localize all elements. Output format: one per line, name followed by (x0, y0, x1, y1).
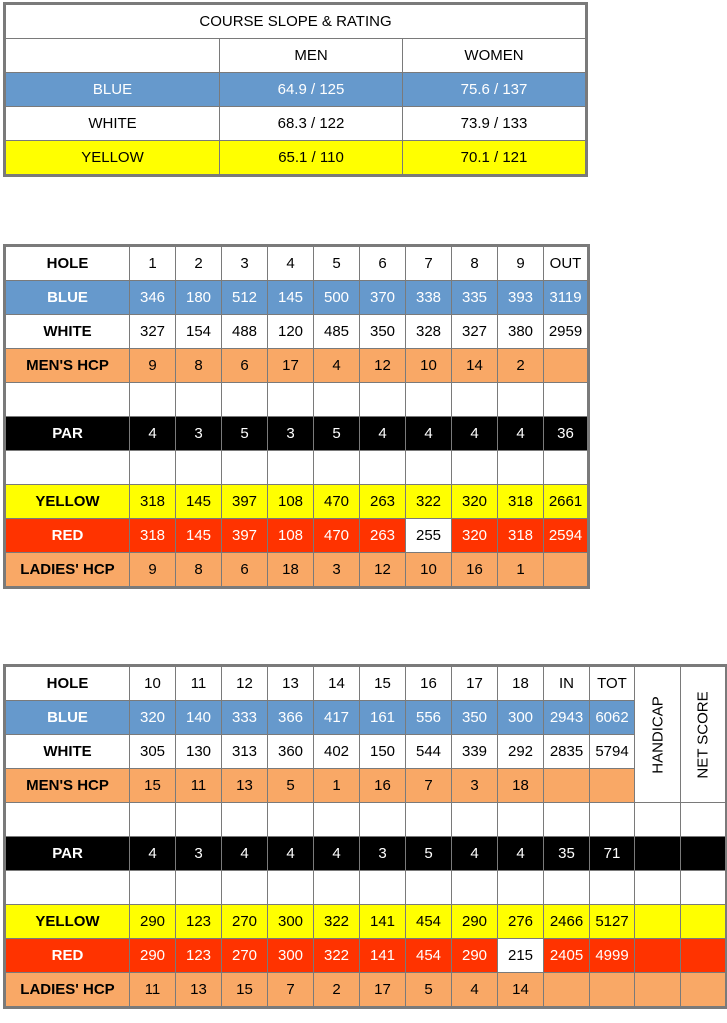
cell: 3 (268, 417, 314, 451)
cell: 3 (176, 837, 222, 871)
cell: 4 (222, 837, 268, 871)
blank-cell (176, 803, 222, 837)
cell: 10 (406, 349, 452, 383)
front-row-blank (5, 451, 589, 485)
cell: 11 (130, 973, 176, 1008)
cell (544, 349, 589, 383)
cell: 12 (360, 553, 406, 588)
cell: 318 (498, 519, 544, 553)
blank-cell (360, 871, 406, 905)
blank-cell (360, 451, 406, 485)
cell: 5794 (590, 735, 635, 769)
cell: 300 (268, 905, 314, 939)
cell: 270 (222, 939, 268, 973)
cell: 2 (176, 246, 222, 281)
cell: 10 (406, 553, 452, 588)
front-row-hole (5, 246, 589, 281)
cell: 318 (130, 485, 176, 519)
cell: 6 (360, 246, 406, 281)
cell: 397 (222, 519, 268, 553)
blank-cell (5, 451, 130, 485)
cell: 1 (498, 553, 544, 588)
slope-header-men: MEN (220, 39, 403, 73)
blank-cell (5, 871, 130, 905)
slope-row-white (5, 107, 587, 141)
cell: 290 (130, 939, 176, 973)
cell: 4 (130, 417, 176, 451)
cell: 6 (222, 349, 268, 383)
net-score-label: NET SCORE (694, 690, 712, 779)
cell: 322 (314, 939, 360, 973)
cell: 276 (498, 905, 544, 939)
cell: 108 (268, 519, 314, 553)
cell: 8 (176, 553, 222, 588)
slope-title: COURSE SLOPE & RATING (5, 4, 587, 39)
cell: 290 (130, 905, 176, 939)
cell: 318 (498, 485, 544, 519)
cell: 2405 (544, 939, 590, 973)
cell: 313 (222, 735, 268, 769)
cell: 17 (360, 973, 406, 1008)
cell: 2959 (544, 315, 589, 349)
cell: 488 (222, 315, 268, 349)
row-label: WHITE (5, 315, 130, 349)
blank-cell (452, 383, 498, 417)
cell: 4 (130, 837, 176, 871)
cell: 4 (268, 837, 314, 871)
cell: 393 (498, 281, 544, 315)
cell: 470 (314, 485, 360, 519)
cell: 290 (452, 905, 498, 939)
row-label: MEN'S HCP (5, 769, 130, 803)
cell: 3 (452, 769, 498, 803)
cell: 7 (268, 973, 314, 1008)
slope-row-blue (5, 73, 587, 107)
cell: 141 (360, 905, 406, 939)
cell: 11 (176, 769, 222, 803)
blank-cell (452, 451, 498, 485)
cell: 2943 (544, 701, 590, 735)
blank-cell (635, 803, 681, 837)
cell: 130 (176, 735, 222, 769)
cell: 12 (360, 349, 406, 383)
cell: 7 (406, 769, 452, 803)
cell: 366 (268, 701, 314, 735)
cell: 16 (452, 553, 498, 588)
front-row-ladies-hcp (5, 553, 589, 588)
blank-cell (498, 871, 544, 905)
cell: 2 (314, 973, 360, 1008)
cell: 322 (406, 485, 452, 519)
cell: 17 (268, 349, 314, 383)
cell: 141 (360, 939, 406, 973)
slope-women: 73.9 / 133 (403, 107, 587, 141)
blank-cell (222, 451, 268, 485)
cell: 2594 (544, 519, 589, 553)
cell: 360 (268, 735, 314, 769)
cell: 9 (130, 553, 176, 588)
blank-cell (544, 871, 590, 905)
blank-cell (176, 871, 222, 905)
blank-cell (360, 383, 406, 417)
handicap-cell[interactable] (635, 837, 681, 871)
cell: 4 (406, 417, 452, 451)
cell: 36 (544, 417, 589, 451)
cell: 15 (130, 769, 176, 803)
back-row-ladies-hcp (5, 973, 727, 1008)
cell: 17 (452, 666, 498, 701)
blank-cell (406, 383, 452, 417)
back-row-blue (5, 701, 727, 735)
row-label: BLUE (5, 281, 130, 315)
blank-cell (498, 451, 544, 485)
front-row-mens-hcp (5, 349, 589, 383)
cell: 402 (314, 735, 360, 769)
front-row-white (5, 315, 589, 349)
row-label: YELLOW (5, 485, 130, 519)
cell: 9 (130, 349, 176, 383)
cell: 8 (452, 246, 498, 281)
slope-rating-table (3, 2, 588, 177)
slope-men: 64.9 / 125 (220, 73, 403, 107)
slope-header-women: WOMEN (403, 39, 587, 73)
blank-cell (681, 871, 727, 905)
cell: 5 (222, 417, 268, 451)
blank-cell (590, 871, 635, 905)
cell: 15 (222, 973, 268, 1008)
cell: 14 (314, 666, 360, 701)
blank-cell (268, 803, 314, 837)
blank-cell (130, 383, 176, 417)
cell: 1 (314, 769, 360, 803)
cell (544, 769, 590, 803)
cell: 5 (314, 246, 360, 281)
blank-cell (222, 803, 268, 837)
cell: 13 (222, 769, 268, 803)
front-row-blank (5, 383, 589, 417)
row-label: LADIES' HCP (5, 553, 130, 588)
cell: 454 (406, 905, 452, 939)
cell: 5 (268, 769, 314, 803)
row-label: HOLE (5, 666, 130, 701)
blank-cell (635, 871, 681, 905)
front-row-par (5, 417, 589, 451)
cell: 35 (544, 837, 590, 871)
cell: 150 (360, 735, 406, 769)
cell: 12 (222, 666, 268, 701)
row-label: LADIES' HCP (5, 973, 130, 1008)
cell: 305 (130, 735, 176, 769)
cell: 6062 (590, 701, 635, 735)
cell: 9 (498, 246, 544, 281)
cell: 556 (406, 701, 452, 735)
cell: 4 (360, 417, 406, 451)
blank-cell (360, 803, 406, 837)
cell: 5127 (590, 905, 635, 939)
row-label: PAR (5, 837, 130, 871)
row-label: PAR (5, 417, 130, 451)
cell: 327 (130, 315, 176, 349)
back-row-blank (5, 871, 727, 905)
cell: 1 (130, 246, 176, 281)
blank-cell (268, 871, 314, 905)
cell: 500 (314, 281, 360, 315)
cell: 346 (130, 281, 176, 315)
row-label: RED (5, 939, 130, 973)
cell: OUT (544, 246, 589, 281)
cell: 380 (498, 315, 544, 349)
handicap-label: HANDICAP (649, 695, 666, 774)
cell: 320 (452, 519, 498, 553)
cell: 140 (176, 701, 222, 735)
row-label: BLUE (5, 701, 130, 735)
cell: 3 (360, 837, 406, 871)
cell: 13 (176, 973, 222, 1008)
back-nine-scorecard (3, 664, 727, 1009)
blank-cell (406, 871, 452, 905)
cell: 3 (176, 417, 222, 451)
back-row-blank (5, 803, 727, 837)
cell: 292 (498, 735, 544, 769)
cell: 322 (314, 905, 360, 939)
cell: 4 (452, 837, 498, 871)
slope-tee: YELLOW (5, 141, 220, 176)
net-score-cell[interactable] (681, 939, 727, 973)
cell: 328 (406, 315, 452, 349)
row-label: YELLOW (5, 905, 130, 939)
blank-cell (176, 451, 222, 485)
cell: 6 (222, 553, 268, 588)
front-nine-scorecard (3, 244, 590, 589)
cell: 14 (498, 973, 544, 1008)
blank-cell (314, 383, 360, 417)
cell: 108 (268, 485, 314, 519)
slope-women: 70.1 / 121 (403, 141, 587, 176)
cell: 270 (222, 905, 268, 939)
cell: 4 (314, 349, 360, 383)
row-label: RED (5, 519, 130, 553)
cell: 320 (452, 485, 498, 519)
row-label: HOLE (5, 246, 130, 281)
cell: 5 (314, 417, 360, 451)
cell: 2 (498, 349, 544, 383)
cell: 145 (176, 485, 222, 519)
cell: IN (544, 666, 590, 701)
back-row-yellow (5, 905, 727, 939)
cell: 327 (452, 315, 498, 349)
cell: 335 (452, 281, 498, 315)
cell: 3 (222, 246, 268, 281)
cell: TOT (590, 666, 635, 701)
cell: 145 (268, 281, 314, 315)
cell: 4999 (590, 939, 635, 973)
front-row-red (5, 519, 589, 553)
cell: 10 (130, 666, 176, 701)
cell: 14 (452, 349, 498, 383)
cell: 318 (130, 519, 176, 553)
blank-cell (314, 871, 360, 905)
cell: 512 (222, 281, 268, 315)
net-score-header (681, 666, 727, 803)
cell: 339 (452, 735, 498, 769)
cell (544, 973, 590, 1008)
blank-cell (222, 871, 268, 905)
cell: 5 (406, 973, 452, 1008)
cell: 15 (360, 666, 406, 701)
cell: 18 (498, 769, 544, 803)
cell: 290 (452, 939, 498, 973)
cell (590, 973, 635, 1008)
slope-tee: BLUE (5, 73, 220, 107)
blank-cell (452, 871, 498, 905)
cell: 18 (498, 666, 544, 701)
cell: 255 (406, 519, 452, 553)
slope-men: 68.3 / 122 (220, 107, 403, 141)
cell: 2466 (544, 905, 590, 939)
cell: 123 (176, 905, 222, 939)
net-score-cell[interactable] (681, 837, 727, 871)
blank-cell (544, 383, 589, 417)
back-row-white (5, 735, 727, 769)
row-label: MEN'S HCP (5, 349, 130, 383)
cell: 8 (176, 349, 222, 383)
cell: 544 (406, 735, 452, 769)
net-score-cell[interactable] (681, 973, 727, 1008)
blank-cell (5, 383, 130, 417)
cell: 7 (406, 246, 452, 281)
cell: 370 (360, 281, 406, 315)
blank-cell (681, 803, 727, 837)
cell: 16 (406, 666, 452, 701)
front-row-yellow (5, 485, 589, 519)
net-score-cell[interactable] (681, 905, 727, 939)
cell: 300 (268, 939, 314, 973)
slope-row-yellow (5, 141, 587, 176)
blank-cell (406, 803, 452, 837)
cell: 3119 (544, 281, 589, 315)
cell: 263 (360, 519, 406, 553)
cell: 2835 (544, 735, 590, 769)
cell: 123 (176, 939, 222, 973)
cell: 4 (498, 837, 544, 871)
cell: 350 (452, 701, 498, 735)
blank-cell (5, 803, 130, 837)
cell: 16 (360, 769, 406, 803)
blank-cell (452, 803, 498, 837)
blank-cell (268, 383, 314, 417)
handicap-cell[interactable] (635, 973, 681, 1008)
back-row-hole (5, 666, 727, 701)
cell: 145 (176, 519, 222, 553)
cell: 4 (314, 837, 360, 871)
cell: 338 (406, 281, 452, 315)
blank-cell (130, 451, 176, 485)
back-row-mens-hcp (5, 769, 727, 803)
cell: 3 (314, 553, 360, 588)
blank-cell (314, 803, 360, 837)
back-row-par (5, 837, 727, 871)
cell: 300 (498, 701, 544, 735)
blank-cell (544, 451, 589, 485)
back-row-red (5, 939, 727, 973)
cell: 263 (360, 485, 406, 519)
blank-cell (498, 383, 544, 417)
blank-cell (314, 451, 360, 485)
cell: 4 (452, 417, 498, 451)
cell: 154 (176, 315, 222, 349)
blank-cell (498, 803, 544, 837)
slope-header-blank (5, 39, 220, 73)
handicap-cell[interactable] (635, 905, 681, 939)
cell: 320 (130, 701, 176, 735)
cell: 180 (176, 281, 222, 315)
cell: 485 (314, 315, 360, 349)
cell (590, 769, 635, 803)
blank-cell (130, 871, 176, 905)
handicap-header (635, 666, 681, 803)
cell: 350 (360, 315, 406, 349)
cell: 2661 (544, 485, 589, 519)
cell: 333 (222, 701, 268, 735)
slope-men: 65.1 / 110 (220, 141, 403, 176)
front-row-blue (5, 281, 589, 315)
blank-cell (130, 803, 176, 837)
cell: 71 (590, 837, 635, 871)
blank-cell (268, 451, 314, 485)
cell: 4 (498, 417, 544, 451)
cell: 120 (268, 315, 314, 349)
cell: 4 (452, 973, 498, 1008)
cell: 5 (406, 837, 452, 871)
blank-cell (544, 803, 590, 837)
cell: 11 (176, 666, 222, 701)
slope-tee: WHITE (5, 107, 220, 141)
blank-cell (406, 451, 452, 485)
cell: 18 (268, 553, 314, 588)
cell: 13 (268, 666, 314, 701)
cell: 454 (406, 939, 452, 973)
cell (544, 553, 589, 588)
handicap-cell[interactable] (635, 939, 681, 973)
cell: 215 (498, 939, 544, 973)
cell: 470 (314, 519, 360, 553)
cell: 4 (268, 246, 314, 281)
blank-cell (590, 803, 635, 837)
blank-cell (222, 383, 268, 417)
cell: 397 (222, 485, 268, 519)
blank-cell (176, 383, 222, 417)
row-label: WHITE (5, 735, 130, 769)
cell: 417 (314, 701, 360, 735)
slope-women: 75.6 / 137 (403, 73, 587, 107)
cell: 161 (360, 701, 406, 735)
